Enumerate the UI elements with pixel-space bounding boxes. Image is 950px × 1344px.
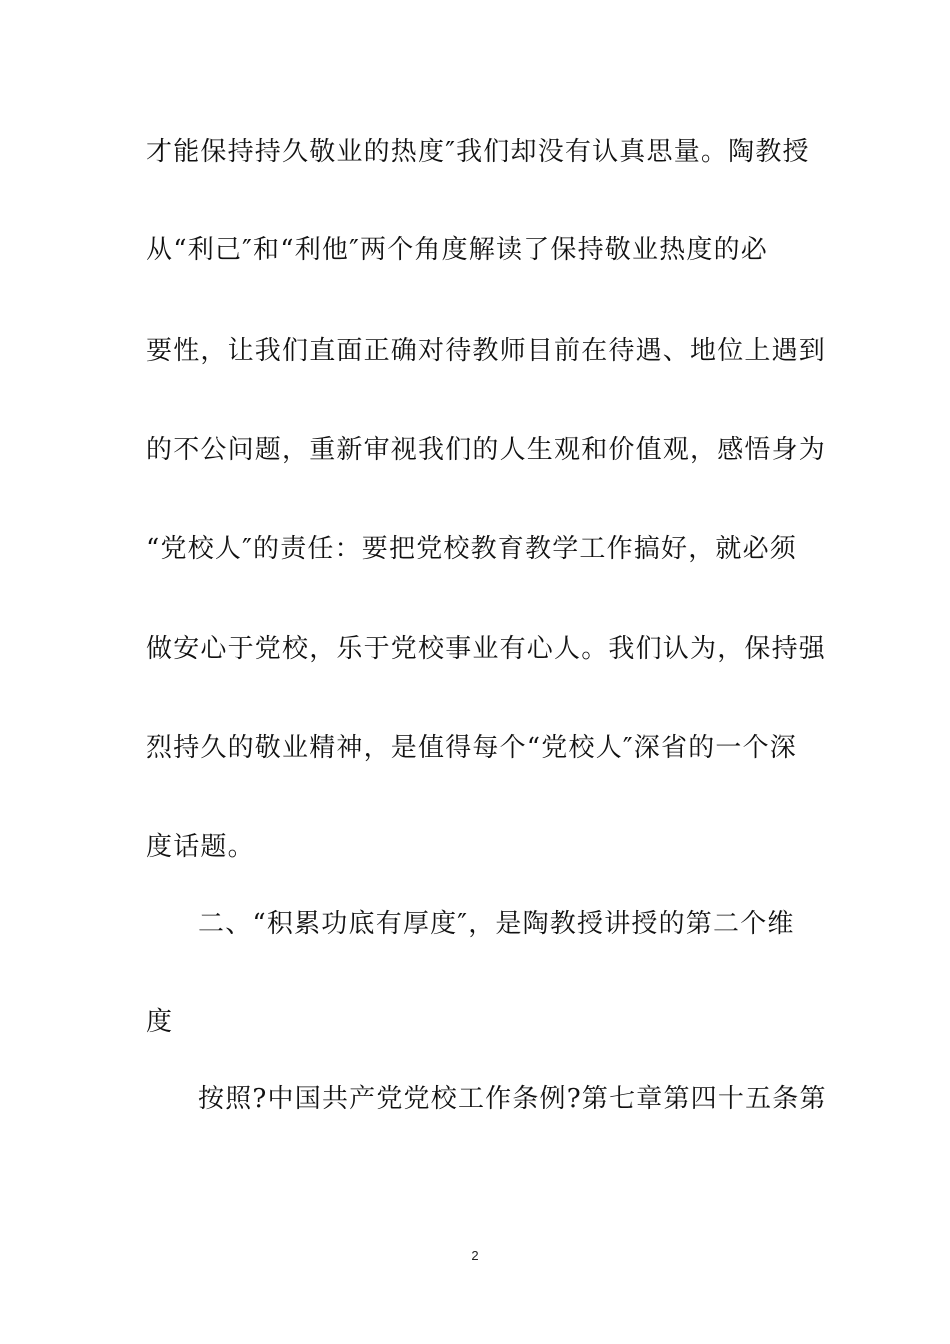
paragraph-line: 的不公问题，重新审视我们的人生观和价值观，感悟身为 — [146, 435, 827, 465]
paragraph-line: 做安心于党校，乐于党校事业有心人。我们认为，保持强 — [146, 634, 827, 664]
page-number: 2 — [471, 1248, 479, 1263]
section-heading-line: 度 — [146, 1007, 174, 1037]
paragraph-line: 烈持久的敬业精神，是值得每个“党校人″深省的一个深 — [146, 733, 798, 763]
section-heading-line: 二、“积累功底有厚度″，是陶教授讲授的第二个维 — [198, 909, 795, 939]
paragraph-line: 才能保持持久敬业的热度″我们却没有认真思量。陶教授 — [146, 137, 810, 167]
paragraph-line: 度话题。 — [146, 832, 255, 862]
paragraph-line: 按照?中国共产党党校工作条例?第七章第四十五条第 — [198, 1084, 827, 1114]
paragraph-line: 从“利己″和“利他″两个角度解读了保持敬业热度的必 — [146, 235, 769, 265]
paragraph-line: “党校人″的责任：要把党校教育教学工作搞好，就必须 — [146, 534, 798, 564]
paragraph-line: 要性，让我们直面正确对待教师目前在待遇、地位上遇到 — [146, 336, 827, 366]
